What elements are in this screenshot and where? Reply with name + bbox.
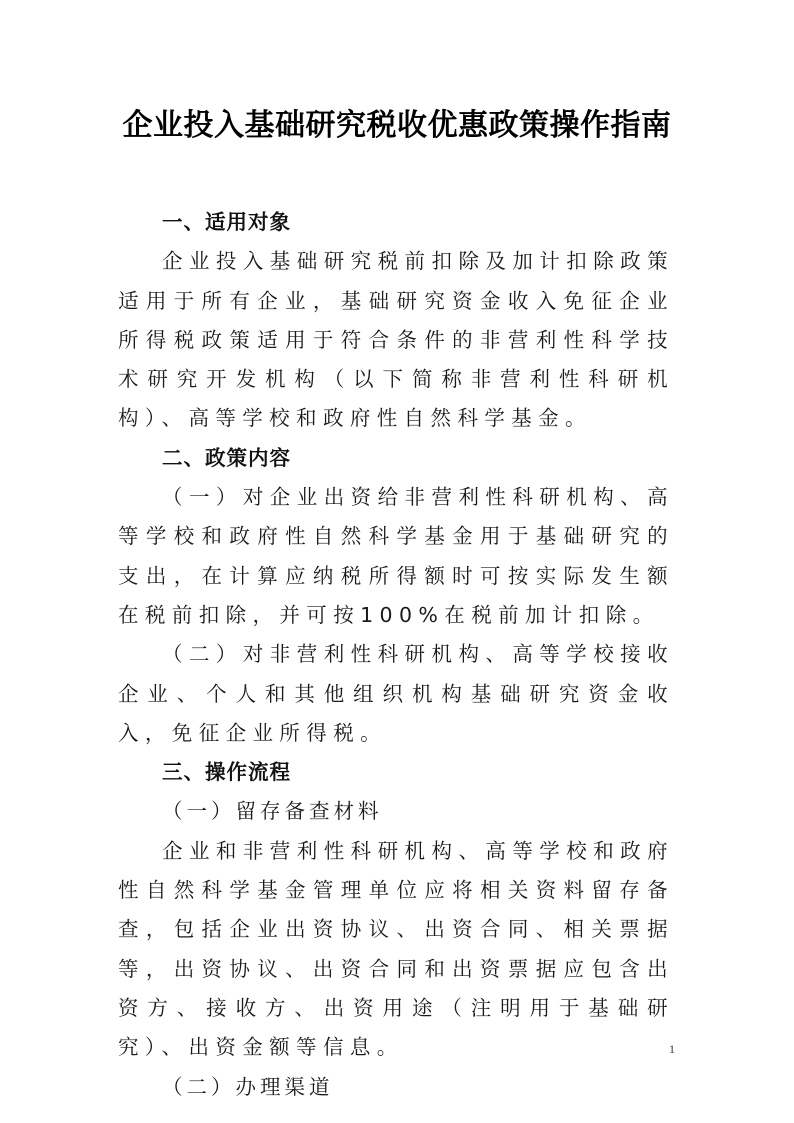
subheading-records: （一）留存备查材料 bbox=[162, 799, 383, 824]
section-heading-policy: 二、政策内容 bbox=[162, 445, 291, 470]
document-body bbox=[118, 203, 674, 1107]
document-title: 企业投入基础研究税收优惠政策操作指南 bbox=[122, 108, 672, 143]
subheading-channels: （二）办理渠道 bbox=[162, 1074, 334, 1099]
paragraph-scope: 企业投入基础研究税前扣除及加计扣除政策适用于所有企业，基础研究资金收入免征企业所得税政策适用于符合条件的非营利性科学技术研究开发机构（以下简称非营利性科研机构）、高等学校和政府性自然科学基金。 bbox=[118, 249, 674, 431]
section-heading-procedure: 三、操作流程 bbox=[162, 760, 291, 785]
page-number: 1 bbox=[669, 1042, 675, 1056]
paragraph-policy-2: （二）对非营利性科研机构、高等学校接收企业、个人和其他组织机构基础研究资金收入，免征企业所得税。 bbox=[118, 642, 674, 745]
paragraph-records: 企业和非营利性科研机构、高等学校和政府性自然科学基金管理单位应将相关资料留存备查，包括企业出资协议、出资合同、相关票据等，出资协议、出资合同和出资票据应包含出资方、接收方、出资用途（注明用于基础研究）、出资金额等信息。 bbox=[118, 838, 674, 1060]
section-heading-scope: 一、适用对象 bbox=[162, 210, 291, 234]
paragraph-policy-1: （一）对企业出资给非营利性科研机构、高等学校和政府性自然科学基金用于基础研究的支出，在计算应纳税所得额时可按实际发生额在税前扣除，并可按100%在税前加计扣除。 bbox=[118, 485, 674, 627]
